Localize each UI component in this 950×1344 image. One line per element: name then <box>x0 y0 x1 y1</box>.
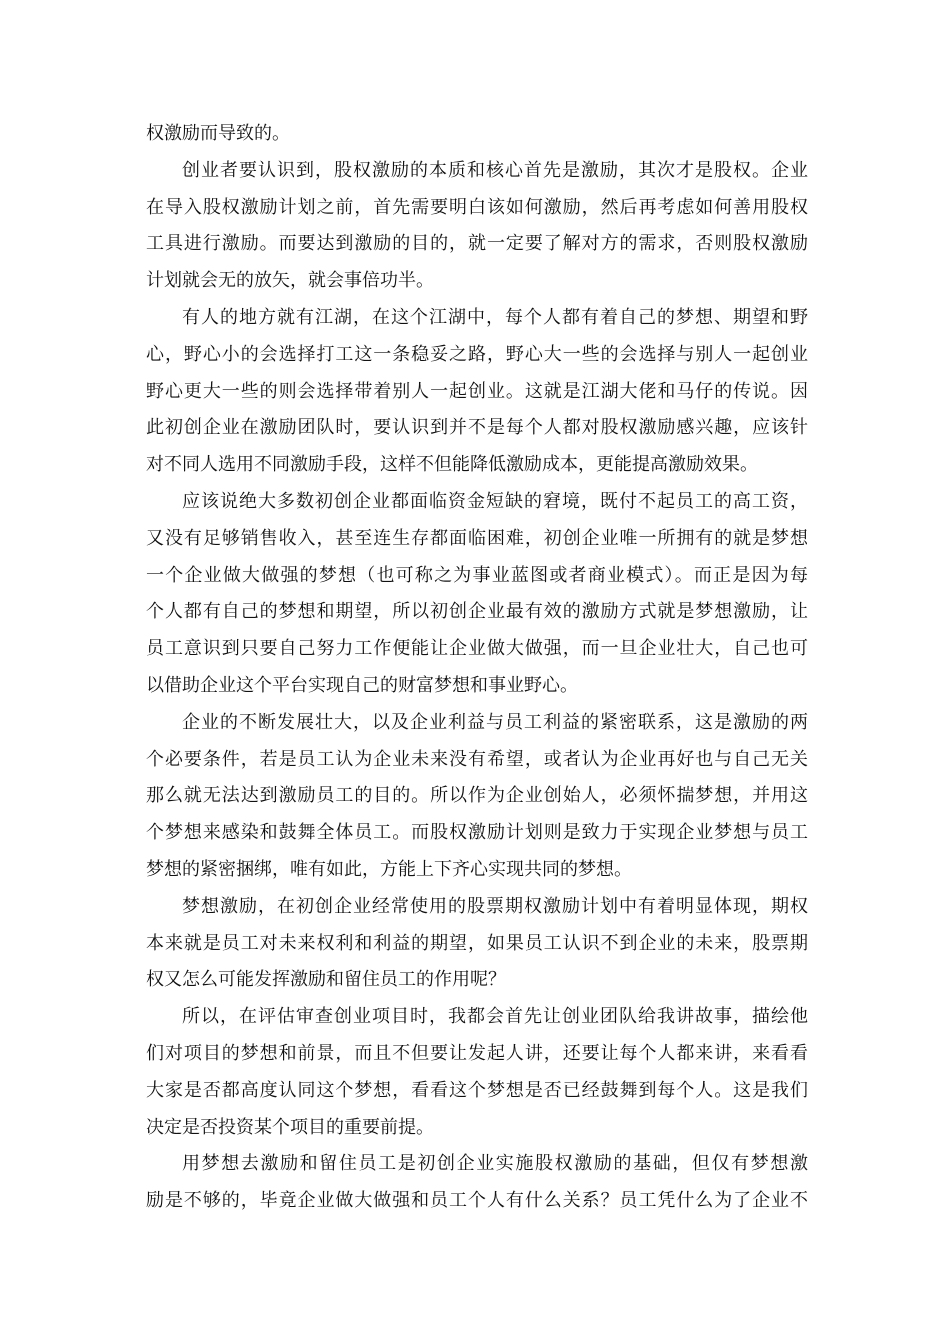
text-line: 权又怎么可能发挥激励和留住员工的作用呢？ <box>146 969 506 991</box>
paragraph-first-line: 企业的不断发展壮大，以及企业利益与员工利益的紧密联系，这是激励的两 <box>182 711 808 733</box>
paragraph-first-line: 所以，在评估审查创业项目时，我都会首先让创业团队给我讲故事，描绘他 <box>182 1006 808 1028</box>
paragraph-first-line: 创业者要认识到，股权激励的本质和核心首先是激励，其次才是股权。企业 <box>182 159 808 181</box>
text-line: 本来就是员工对未来权利和利益的期望，如果员工认识不到企业的未来，股票期 <box>146 932 808 954</box>
text-line: 们对项目的梦想和前景，而且不但要让发起人讲，还要让每个人都来讲，来看看 <box>146 1042 808 1064</box>
text-line: 个人都有自己的梦想和期望，所以初创企业最有效的激励方式就是梦想激励，让 <box>146 601 808 623</box>
paragraph-first-line: 有人的地方就有江湖，在这个江湖中，每个人都有着自己的梦想、期望和野 <box>182 306 808 328</box>
text-line: 决定是否投资某个项目的重要前提。 <box>146 1116 434 1138</box>
text-line: 大家是否都高度认同这个梦想，看看这个梦想是否已经鼓舞到每个人。这是我们 <box>146 1079 808 1101</box>
text-line: 在导入股权激励计划之前，首先需要明白该如何激励，然后再考虑如何善用股权 <box>146 196 808 218</box>
text-line: 计划就会无的放矢，就会事倍功半。 <box>146 270 434 292</box>
text-line: 心，野心小的会选择打工这一条稳妥之路，野心大一些的会选择与别人一起创业 <box>146 343 808 365</box>
text-line: 又没有足够销售收入，甚至连生存都面临困难，初创企业唯一所拥有的就是梦想 <box>146 527 808 549</box>
text-line: 对不同人选用不同激励手段，这样不但能降低激励成本，更能提高激励效果。 <box>146 454 758 476</box>
paragraph-first-line: 梦想激励，在初创企业经常使用的股票期权激励计划中有着明显体现，期权 <box>182 895 808 917</box>
text-line: 野心更大一些的则会选择带着别人一起创业。这就是江湖大佬和马仔的传说。因 <box>146 380 808 402</box>
text-line: 以借助企业这个平台实现自己的财富梦想和事业野心。 <box>146 674 578 696</box>
text-line: 梦想的紧密捆绑，唯有如此，方能上下齐心实现共同的梦想。 <box>146 858 632 880</box>
text-line: 那么就无法达到激励员工的目的。所以作为企业创始人，必须怀揣梦想，并用这 <box>146 785 808 807</box>
paragraph-first-line: 应该说绝大多数初创企业都面临资金短缺的窘境，既付不起员工的高工资， <box>182 490 808 512</box>
text-line: 一个企业做大做强的梦想（也可称之为事业蓝图或者商业模式）。而正是因为每 <box>146 564 808 586</box>
paragraph-first-line: 用梦想去激励和留住员工是初创企业实施股权激励的基础，但仅有梦想激 <box>182 1153 808 1175</box>
text-line: 个梦想来感染和鼓舞全体员工。而股权激励计划则是致力于实现企业梦想与员工 <box>146 822 808 844</box>
text-line: 员工意识到只要自己努力工作便能让企业做大做强，而一旦企业壮大，自己也可 <box>146 638 808 660</box>
text-line: 个必要条件，若是员工认为企业未来没有希望，或者认为企业再好也与自己无关 <box>146 748 808 770</box>
body-text <box>146 116 808 1220</box>
text-line: 权激励而导致的。 <box>146 123 290 144</box>
text-line: 此初创企业在激励团队时，要认识到并不是每个人都对股权激励感兴趣，应该针 <box>146 417 808 439</box>
text-line: 工具进行激励。而要达到激励的目的，就一定要了解对方的需求，否则股权激励 <box>146 233 808 255</box>
text-line: 励是不够的，毕竟企业做大做强和员工个人有什么关系？员工凭什么为了企业不 <box>146 1190 808 1212</box>
